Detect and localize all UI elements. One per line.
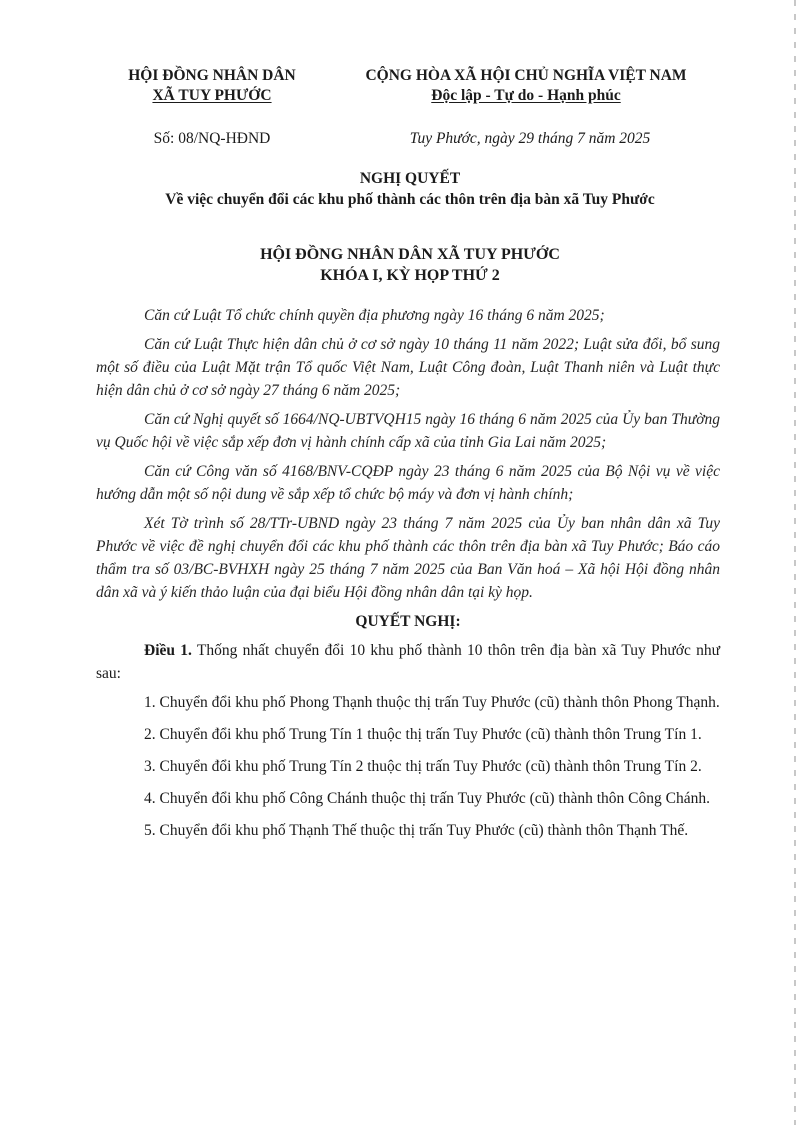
authority-line-1: HỘI ĐỒNG NHÂN DÂN: [128, 67, 296, 84]
article-1: [96, 639, 720, 685]
place-and-date: Tuy Phước, ngày 29 tháng 7 năm 2025: [409, 130, 651, 147]
article-item: 1. Chuyển đổi khu phố Phong Thạnh thuộc thị trấn Tuy Phước (cũ) thành thôn Phong Thạnh.: [144, 694, 720, 711]
document-body: [96, 304, 720, 851]
article-item: 2. Chuyển đổi khu phố Trung Tín 1 thuộc thị trấn Tuy Phước (cũ) thành thôn Trung Tín 1.: [144, 726, 702, 743]
article-item: 5. Chuyển đổi khu phố Thạnh Thế thuộc thị trấn Tuy Phước (cũ) thành thôn Thạnh Thế.: [144, 822, 689, 839]
article-item: 4. Chuyển đổi khu phố Công Chánh thuộc thị trấn Tuy Phước (cũ) thành thôn Công Chánh.: [144, 790, 710, 807]
legal-basis-2: Căn cứ Luật Thực hiện dân chủ ở cơ sở ngày 10 tháng 11 năm 2022; Luật sửa đổi, bổ sung một số điều của Luật Mặt trận Tổ quốc Việt Nam, Luật Công đoàn, Luật Thanh niên và Luật thực hiện dân chủ ở cơ sở ngày 27 tháng 6 năm 2025;: [96, 336, 720, 399]
article-1-label: Điều 1.: [144, 642, 192, 659]
document-title: [60, 168, 760, 210]
document-type: NGHỊ QUYẾT: [359, 170, 461, 187]
national-motto: [334, 66, 718, 106]
document-subject: Về việc chuyển đổi các khu phố thành các thôn trên địa bàn xã Tuy Phước: [165, 191, 655, 208]
legal-basis-4: Căn cứ Công văn số 4168/BNV-CQĐP ngày 23 tháng 6 năm 2025 của Bộ Nội vụ về việc hướng dẫn một số nội dung về sắp xếp tổ chức bộ máy và đơn vị hành chính;: [96, 463, 720, 503]
decision-heading: QUYẾT NGHỊ:: [355, 613, 461, 630]
article-item: 3. Chuyển đổi khu phố Trung Tín 2 thuộc thị trấn Tuy Phước (cũ) thành thôn Trung Tín 2.: [144, 758, 702, 775]
motto: Độc lập - Tự do - Hạnh phúc: [431, 87, 621, 104]
legal-basis-1: Căn cứ Luật Tổ chức chính quyền địa phương ngày 16 tháng 6 năm 2025;: [144, 307, 605, 324]
council-heading: [60, 244, 760, 286]
legal-basis-5: Xét Tờ trình số 28/TTr-UBND ngày 23 tháng 7 năm 2025 của Ủy ban nhân dân xã Tuy Phước về việc đề nghị chuyển đổi các khu phố thành các thôn trên địa bàn xã Tuy Phước; Báo cáo thẩm tra số 03/BC-BVHXH ngày 25 tháng 7 năm 2025 của Ban Văn hoá – Xã hội Hội đồng nhân dân xã và ý kiến thảo luận của đại biểu Hội đồng nhân dân tại kỳ họp.: [96, 515, 720, 601]
authority-line-2: XÃ TUY PHƯỚC: [152, 87, 272, 104]
article-1-text: Thống nhất chuyển đổi 10 khu phố thành 10 thôn trên địa bàn xã Tuy Phước như sau:: [96, 642, 720, 682]
issuing-authority: [96, 66, 328, 106]
country-name: CỘNG HÒA XÃ HỘI CHỦ NGHĨA VIỆT NAM: [365, 67, 687, 84]
scan-edge-artifact: [794, 0, 796, 1125]
council-session: KHÓA I, KỲ HỌP THỨ 2: [320, 267, 500, 284]
council-name: HỘI ĐỒNG NHÂN DÂN XÃ TUY PHƯỚC: [260, 246, 560, 263]
legal-basis-3: Căn cứ Nghị quyết số 1664/NQ-UBTVQH15 ngày 16 tháng 6 năm 2025 của Ủy ban Thường vụ Quốc hội về việc sắp xếp đơn vị hành chính cấp xã của tỉnh Gia Lai năm 2025;: [96, 411, 720, 451]
document-number: Số: 08/NQ-HĐND: [153, 130, 271, 147]
